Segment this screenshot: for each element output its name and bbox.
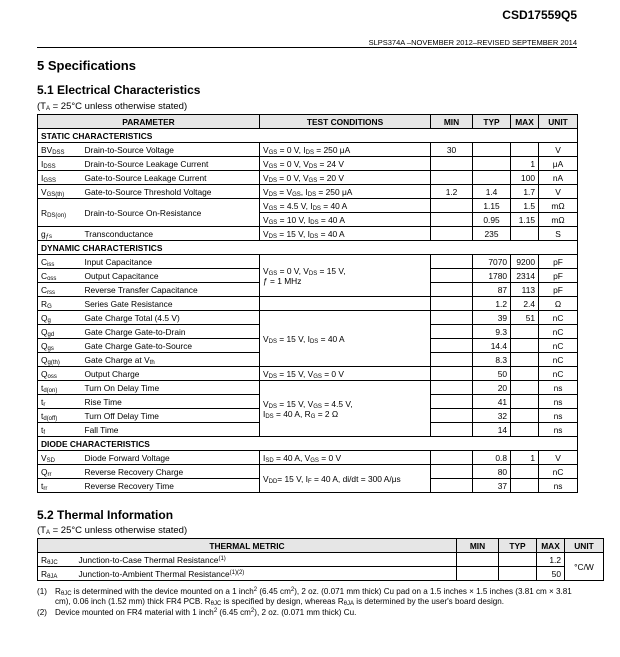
min-value	[431, 227, 473, 241]
unit-value: S	[539, 227, 578, 241]
table-row	[38, 199, 578, 213]
footnote	[37, 587, 582, 607]
description: Reverse Recovery Time	[82, 479, 260, 493]
typ-value: 9.3	[473, 325, 511, 339]
symbol: $C_{rss}$	[38, 283, 82, 297]
min-value	[431, 367, 473, 381]
symbol: $t_{d(on)}$	[38, 381, 82, 395]
description: Series Gate Resistance	[82, 297, 260, 311]
description: Gate Charge Gate-to-Drain	[82, 325, 260, 339]
test-condition: $V_{DS} = 15$ V, $V_{GS} = 0$ V	[260, 367, 431, 381]
symbol: $g_{ƒs}$	[38, 227, 82, 241]
max-value: 9200	[511, 255, 539, 269]
min-value	[457, 567, 499, 581]
diode-section-row	[38, 437, 578, 451]
test-condition: $V_{GS} = 4.5$ V, $I_{DS} = 40$ A	[260, 199, 431, 213]
max-value	[511, 409, 539, 423]
col-min: MIN	[457, 539, 499, 553]
max-value	[511, 353, 539, 367]
unit-value: pF	[539, 283, 578, 297]
min-value	[431, 325, 473, 339]
typ-value	[499, 567, 537, 581]
max-value	[511, 325, 539, 339]
unit-value: pF	[539, 255, 578, 269]
min-value	[431, 297, 473, 311]
unit-value: °C/W	[565, 553, 604, 581]
min-value	[431, 283, 473, 297]
min-value: 30	[431, 143, 473, 157]
unit-value: nC	[539, 325, 578, 339]
typ-value: 37	[473, 479, 511, 493]
min-value: 1.2	[431, 185, 473, 199]
max-value: 1.2	[537, 553, 565, 567]
symbol: $V_{GS(th)}$	[38, 185, 82, 199]
typ-value: 0.8	[473, 451, 511, 465]
table-row	[38, 567, 604, 581]
col-typ: TYP	[499, 539, 537, 553]
col-min: MIN	[431, 115, 473, 129]
revision-line: SLPS374A –NOVEMBER 2012–REVISED SEPTEMBER 2014	[368, 38, 577, 47]
max-value	[511, 143, 539, 157]
max-value: 50	[537, 567, 565, 581]
unit-value: pF	[539, 269, 578, 283]
table-row	[38, 143, 578, 157]
typ-value	[473, 143, 511, 157]
footnote-number: (1)	[37, 587, 47, 596]
typ-value: 20	[473, 381, 511, 395]
unit-value: V	[539, 185, 578, 199]
min-value	[431, 199, 473, 213]
col-max: MAX	[537, 539, 565, 553]
typ-value: 7070	[473, 255, 511, 269]
unit-value: V	[539, 143, 578, 157]
description: Output Capacitance	[82, 269, 260, 283]
min-value	[431, 381, 473, 395]
typ-value: 14	[473, 423, 511, 437]
typ-value: 14.4	[473, 339, 511, 353]
typ-value	[473, 157, 511, 171]
unit-value: V	[539, 451, 578, 465]
unit-value: Ω	[539, 297, 578, 311]
min-value	[431, 409, 473, 423]
max-value: 2.4	[511, 297, 539, 311]
description: Turn Off Delay Time	[82, 409, 260, 423]
max-value	[511, 227, 539, 241]
description: Junction-to-Case Thermal Resistance$^{(1)}$	[76, 553, 457, 567]
table-row	[38, 553, 604, 567]
table-row	[38, 311, 578, 325]
min-value	[431, 479, 473, 493]
symbol: $R_{DS(on)}$	[38, 199, 82, 227]
electrical-title: 5.1 Electrical Characteristics	[37, 83, 201, 97]
symbol: $I_{GSS}$	[38, 171, 82, 185]
max-value	[511, 395, 539, 409]
unit-value: nC	[539, 353, 578, 367]
test-condition: $V_{DD}= 15$ V, $I_F = 40$ A, di/dt = 300 A/μs	[260, 465, 431, 493]
col-unit: UNIT	[565, 539, 604, 553]
min-value	[431, 423, 473, 437]
description: Gate Charge Gate-to-Source	[82, 339, 260, 353]
min-value	[431, 255, 473, 269]
description: Junction-to-Ambient Thermal Resistance$^{(1)(2)}$	[76, 567, 457, 581]
typ-value: 1.2	[473, 297, 511, 311]
max-value: 1	[511, 157, 539, 171]
unit-value: nC	[539, 465, 578, 479]
test-condition: $V_{DS} = 15$ V, $V_{GS} = 4.5$ V, $I_{DS} = 40$ A, $R_G = 2$ Ω	[260, 381, 431, 437]
footnote-text: Device mounted on FR4 material with 1 inch$^2$ (6.45 $cm^2$), 2 oz. (0.071 mm thick) Cu.	[55, 608, 357, 617]
symbol: $C_{oss}$	[38, 269, 82, 283]
unit-value: nC	[539, 339, 578, 353]
min-value	[431, 171, 473, 185]
table-row	[38, 171, 578, 185]
unit-value: μA	[539, 157, 578, 171]
table-row	[38, 227, 578, 241]
max-value: 113	[511, 283, 539, 297]
max-value	[511, 339, 539, 353]
symbol: $Q_g$	[38, 311, 82, 325]
max-value	[511, 381, 539, 395]
table-header-row	[38, 115, 578, 129]
symbol: $Q_{oss}$	[38, 367, 82, 381]
max-value	[511, 367, 539, 381]
max-value: 1.7	[511, 185, 539, 199]
min-value	[431, 465, 473, 479]
min-value	[431, 395, 473, 409]
section-label: DIODE CHARACTERISTICS	[38, 437, 578, 451]
description: Reverse Recovery Charge	[82, 465, 260, 479]
typ-value: 1780	[473, 269, 511, 283]
description: Transconductance	[82, 227, 260, 241]
unit-value: ns	[539, 381, 578, 395]
max-value: 1	[511, 451, 539, 465]
description: Drain-to-Source Leakage Current	[82, 157, 260, 171]
col-test-conditions: TEST CONDITIONS	[260, 115, 431, 129]
max-value: 100	[511, 171, 539, 185]
test-condition: $V_{GS} = 0$ V, $I_{DS} = 250$ μA	[260, 143, 431, 157]
symbol: $t_f$	[38, 423, 82, 437]
min-value	[457, 553, 499, 567]
symbol: $Q_{gd}$	[38, 325, 82, 339]
static-section-row	[38, 129, 578, 143]
thermal-information-table	[37, 538, 604, 581]
electrical-condition: ($T_A = 25^\circ C$ unless otherwise stated)	[37, 101, 188, 112]
table-row	[38, 451, 578, 465]
max-value	[511, 423, 539, 437]
unit-value: mΩ	[539, 213, 578, 227]
symbol: $R_{\theta JC}$	[38, 553, 76, 567]
min-value	[431, 353, 473, 367]
unit-value: ns	[539, 409, 578, 423]
table-header-row	[38, 539, 604, 553]
symbol: $R_{\theta JA}$	[38, 567, 76, 581]
description: Output Charge	[82, 367, 260, 381]
min-value	[431, 213, 473, 227]
table-row	[38, 255, 578, 269]
col-thermal-metric: THERMAL METRIC	[38, 539, 457, 553]
test-condition: $V_{DS} = V_{GS}$, $I_{DS} = 250$ μA	[260, 185, 431, 199]
footnote	[37, 608, 582, 618]
test-condition: $V_{DS} = 15$ V, $I_{DS} = 40$ A	[260, 227, 431, 241]
thermal-title: 5.2 Thermal Information	[37, 508, 174, 522]
col-unit: UNIT	[539, 115, 578, 129]
description: Gate-to-Source Threshold Voltage	[82, 185, 260, 199]
unit-value: mΩ	[539, 199, 578, 213]
typ-value: 39	[473, 311, 511, 325]
symbol: $BV_{DSS}$	[38, 143, 82, 157]
description: Reverse Transfer Capacitance	[82, 283, 260, 297]
symbol: $Q_{gs}$	[38, 339, 82, 353]
symbol: $C_{iss}$	[38, 255, 82, 269]
test-condition	[260, 297, 431, 311]
section-label: STATIC CHARACTERISTICS	[38, 129, 578, 143]
description: Diode Forward Voltage	[82, 451, 260, 465]
description: Drain-to-Source Voltage	[82, 143, 260, 157]
typ-value: 41	[473, 395, 511, 409]
unit-value: ns	[539, 479, 578, 493]
typ-value	[473, 171, 511, 185]
typ-value: 8.3	[473, 353, 511, 367]
unit-value: ns	[539, 423, 578, 437]
test-condition: $V_{GS} = 0$ V, $V_{DS} = 15$ V, ƒ = 1 MHz	[260, 255, 431, 297]
table-row	[38, 297, 578, 311]
section-title: 5 Specifications	[37, 58, 136, 73]
description: Turn On Delay Time	[82, 381, 260, 395]
typ-value: 87	[473, 283, 511, 297]
symbol: $t_{d(off)}$	[38, 409, 82, 423]
max-value: 51	[511, 311, 539, 325]
table-row	[38, 157, 578, 171]
symbol: $V_{SD}$	[38, 451, 82, 465]
max-value	[511, 465, 539, 479]
test-condition: $V_{GS} = 0$ V, $V_{DS} = 24$ V	[260, 157, 431, 171]
typ-value: 1.15	[473, 199, 511, 213]
description: Drain-to-Source On-Resistance	[82, 199, 260, 227]
col-typ: TYP	[473, 115, 511, 129]
table-row	[38, 465, 578, 479]
symbol: $t_r$	[38, 395, 82, 409]
min-value	[431, 451, 473, 465]
dynamic-section-row	[38, 241, 578, 255]
unit-value: nA	[539, 171, 578, 185]
part-number: CSD17559Q5	[502, 8, 577, 22]
header-rule	[37, 47, 577, 48]
symbol: $I_{DSS}$	[38, 157, 82, 171]
max-value: 2314	[511, 269, 539, 283]
col-parameter: PARAMETER	[38, 115, 260, 129]
min-value	[431, 311, 473, 325]
table-row	[38, 367, 578, 381]
symbol: $R_G$	[38, 297, 82, 311]
description: Gate Charge at $V_{th}$	[82, 353, 260, 367]
table-row	[38, 185, 578, 199]
typ-value: 50	[473, 367, 511, 381]
typ-value: 0.95	[473, 213, 511, 227]
description: Rise Time	[82, 395, 260, 409]
symbol: $t_{rr}$	[38, 479, 82, 493]
description: Gate Charge Total (4.5 V)	[82, 311, 260, 325]
test-condition: $V_{DS} = 0$ V, $V_{GS} = 20$ V	[260, 171, 431, 185]
description: Input Capacitance	[82, 255, 260, 269]
symbol: $Q_{g(th)}$	[38, 353, 82, 367]
electrical-characteristics-table	[37, 114, 578, 493]
col-max: MAX	[511, 115, 539, 129]
description: Gate-to-Source Leakage Current	[82, 171, 260, 185]
min-value	[431, 339, 473, 353]
test-condition: $V_{GS} = 10$ V, $I_{DS} = 40$ A	[260, 213, 431, 227]
description: Fall Time	[82, 423, 260, 437]
footnote-text: $R_{\theta JC}$ is determined with the device mounted on a 1 inch$^2$ (6.45 $cm^2$), 2 oz. (0.071 mm thick) Cu pad on a 1.5 inches × 1.5 inches (3.81 cm × 3.81 cm), 0.06 inch (1.52 mm) thick FR4 PCB. $R_{\theta JC}$ is specified by design, whereas $R_{\theta JA}$ is determined by the user's board design.	[55, 587, 572, 607]
symbol: $Q_{rr}$	[38, 465, 82, 479]
unit-value: nC	[539, 367, 578, 381]
max-value: 1.15	[511, 213, 539, 227]
typ-value	[499, 553, 537, 567]
thermal-condition: ($T_A = 25^\circ C$ unless otherwise stated)	[37, 525, 188, 536]
section-label: DYNAMIC CHARACTERISTICS	[38, 241, 578, 255]
test-condition: $V_{DS} = 15$ V, $I_{DS} = 40$ A	[260, 311, 431, 367]
typ-value: 32	[473, 409, 511, 423]
test-condition: $I_{SD} = 40$ A, $V_{GS} = 0$ V	[260, 451, 431, 465]
table-row	[38, 381, 578, 395]
max-value	[511, 479, 539, 493]
unit-value: ns	[539, 395, 578, 409]
typ-value: 80	[473, 465, 511, 479]
min-value	[431, 269, 473, 283]
max-value: 1.5	[511, 199, 539, 213]
unit-value: nC	[539, 311, 578, 325]
footnote-number: (2)	[37, 608, 47, 617]
typ-value: 235	[473, 227, 511, 241]
typ-value: 1.4	[473, 185, 511, 199]
min-value	[431, 157, 473, 171]
footnotes	[37, 587, 582, 619]
